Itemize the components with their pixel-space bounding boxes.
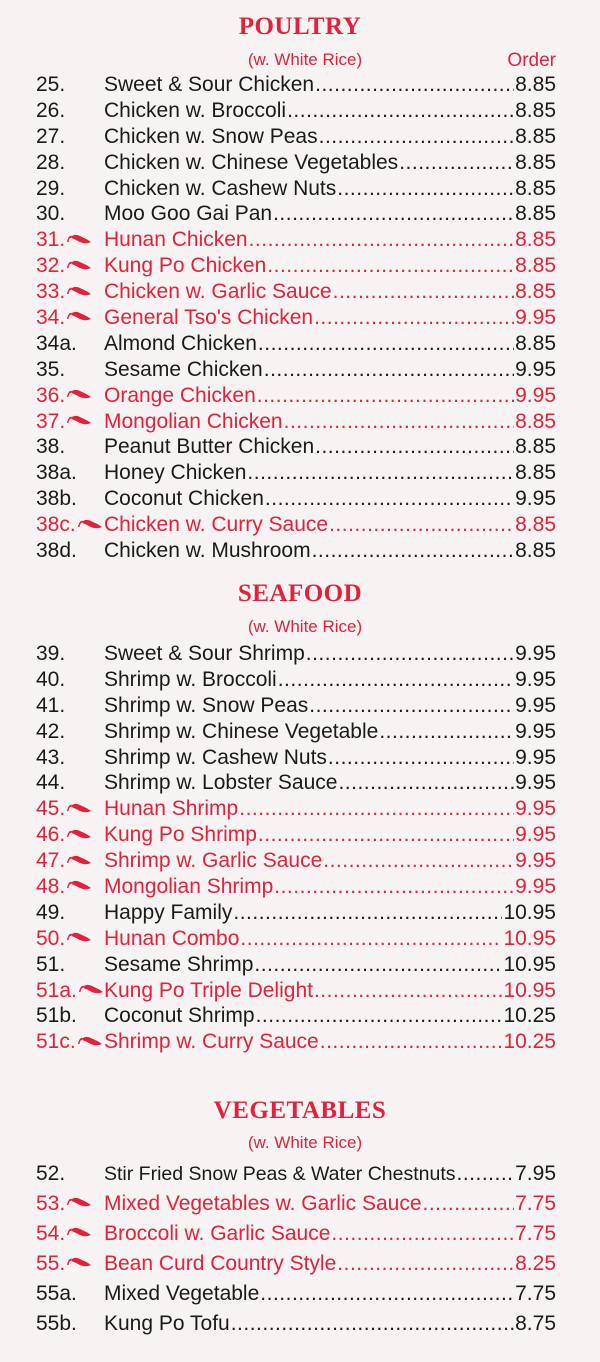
item-number-text: 39. — [36, 642, 66, 665]
dot-leader — [423, 1189, 515, 1219]
hot-pepper-icon — [66, 931, 92, 943]
menu-item-row — [0, 486, 600, 512]
item-name: Sesame Chicken — [104, 357, 263, 381]
item-number — [36, 512, 104, 538]
dot-leader — [333, 279, 515, 305]
menu-item-row — [0, 512, 600, 538]
menu-item-row — [0, 667, 600, 693]
dot-leader — [379, 719, 514, 745]
item-name: Kung Po Triple Delight — [104, 978, 313, 1002]
item-number — [36, 745, 104, 771]
dot-leader — [231, 1309, 514, 1339]
item-number — [36, 1159, 104, 1189]
menu-item-row — [0, 227, 600, 253]
item-name: Bean Curd Country Style — [104, 1252, 337, 1275]
item-number — [36, 331, 104, 357]
item-price: 10.95 — [503, 952, 556, 976]
dot-leader — [320, 1029, 503, 1055]
dot-leader — [323, 848, 514, 874]
item-price: 8.85 — [515, 176, 556, 200]
item-price: 10.25 — [503, 1030, 556, 1054]
vegetables-subtitle: (w. White Rice) — [247, 1133, 363, 1152]
item-name: Stir Fried Snow Peas & Water Chestnuts — [104, 1163, 456, 1185]
item-price: 8.75 — [515, 1312, 556, 1335]
item-price: 9.95 — [515, 823, 556, 847]
item-price: 8.85 — [515, 124, 556, 148]
item-number-text: 26. — [36, 98, 66, 122]
item-name: Coconut Shrimp — [104, 1004, 255, 1028]
item-number-text: 54. — [36, 1222, 66, 1245]
dot-leader — [314, 978, 502, 1004]
hot-pepper-icon — [78, 983, 104, 995]
dot-leader — [312, 538, 515, 564]
menu-item-row — [0, 98, 600, 124]
menu-item-row — [0, 770, 600, 796]
hot-pepper-icon — [66, 285, 92, 297]
item-name: General Tso's Chicken — [104, 306, 314, 330]
item-price: 9.95 — [515, 693, 556, 717]
item-number-text: 38d. — [36, 539, 77, 563]
menu-item-row — [0, 124, 600, 150]
item-number — [36, 770, 104, 796]
item-name: Happy Family — [104, 900, 233, 924]
vegetables-title: VEGETABLES — [213, 1097, 387, 1124]
item-number — [36, 460, 104, 486]
item-number-text: 55b. — [36, 1312, 77, 1335]
item-number — [36, 383, 104, 409]
menu-item-row — [0, 796, 600, 822]
menu-item-row — [0, 1003, 600, 1029]
dot-leader — [319, 124, 515, 150]
item-number-text: 45. — [36, 797, 66, 821]
dot-leader — [240, 926, 502, 952]
menu-item-row — [0, 926, 600, 952]
dot-leader — [331, 1219, 514, 1249]
item-price: 8.85 — [515, 409, 556, 433]
dot-leader — [267, 253, 514, 279]
item-number-text: 38b. — [36, 487, 77, 511]
item-name: Shrimp w. Garlic Sauce — [104, 849, 323, 873]
item-price: 8.85 — [515, 202, 556, 226]
item-name: Chicken w. Curry Sauce — [104, 513, 329, 537]
item-number-text: 35. — [36, 357, 66, 381]
menu-item-row — [0, 176, 600, 202]
item-name: Almond Chicken — [104, 331, 257, 355]
item-price: 8.85 — [515, 435, 556, 459]
item-price: 9.95 — [515, 797, 556, 821]
menu-item-row — [0, 434, 600, 460]
menu-item-row — [0, 848, 600, 874]
item-number — [36, 201, 104, 227]
menu-item-row — [0, 745, 600, 771]
item-number — [36, 409, 104, 435]
item-price: 8.85 — [515, 254, 556, 278]
menu-item-row — [0, 693, 600, 719]
item-number — [36, 719, 104, 745]
hot-pepper-icon — [66, 259, 92, 271]
item-price: 8.85 — [515, 513, 556, 537]
item-number — [36, 822, 104, 848]
menu-item-row — [0, 150, 600, 176]
item-number-text: 49. — [36, 900, 66, 924]
item-number — [36, 848, 104, 874]
dot-leader — [287, 98, 514, 124]
item-name: Hunan Combo — [104, 926, 240, 950]
item-number — [36, 305, 104, 331]
dot-leader — [309, 693, 514, 719]
dot-leader — [257, 383, 514, 409]
menu-item-row — [0, 409, 600, 435]
item-number — [36, 227, 104, 253]
item-price: 9.95 — [515, 306, 556, 330]
hot-pepper-icon — [66, 828, 92, 840]
item-number-text: 38. — [36, 435, 66, 459]
dot-leader — [254, 952, 502, 978]
hot-pepper-icon — [66, 1256, 92, 1268]
item-name: Mongolian Shrimp — [104, 875, 274, 899]
item-number-text: 55a. — [36, 1282, 77, 1305]
item-name: Chicken w. Mushroom — [104, 539, 311, 563]
menu-item-row — [0, 822, 600, 848]
item-number-text: 31. — [36, 228, 66, 252]
item-price: 9.95 — [515, 771, 556, 795]
menu-item-row — [0, 460, 600, 486]
item-name: Shrimp w. Cashew Nuts — [104, 745, 327, 769]
item-price: 9.95 — [515, 487, 556, 511]
item-price: 7.95 — [515, 1162, 556, 1185]
item-number — [36, 900, 104, 926]
item-price: 8.85 — [515, 150, 556, 174]
menu-item-row — [0, 900, 600, 926]
menu-item-row — [0, 383, 600, 409]
item-name: Chicken w. Cashew Nuts — [104, 176, 337, 200]
item-number-text: 29. — [36, 176, 66, 200]
hot-pepper-icon — [66, 1226, 92, 1238]
item-name: Sweet & Sour Shrimp — [104, 642, 305, 665]
item-number-text: 36. — [36, 383, 66, 407]
item-name: Chicken w. Chinese Vegetables — [104, 150, 399, 174]
item-number-text: 44. — [36, 771, 66, 795]
item-name: Kung Po Tofu — [104, 1312, 230, 1335]
dot-leader — [306, 641, 514, 667]
item-price: 7.75 — [515, 1222, 556, 1245]
dot-leader — [315, 434, 514, 460]
item-number — [36, 1003, 104, 1029]
item-number-text: 32. — [36, 254, 66, 278]
vegetables-item-list — [0, 1159, 600, 1339]
item-name: Sesame Shrimp — [104, 952, 254, 976]
item-number-text: 53. — [36, 1192, 66, 1215]
menu-item-row — [0, 201, 600, 227]
item-number — [36, 641, 104, 667]
menu-item-row — [0, 1249, 600, 1279]
item-number-text: 46. — [36, 823, 66, 847]
dot-leader — [265, 486, 514, 512]
item-number — [36, 1309, 104, 1339]
poultry-title: POULTRY — [238, 13, 362, 40]
dot-leader — [264, 357, 514, 383]
item-number — [36, 1249, 104, 1279]
item-price: 9.95 — [515, 642, 556, 665]
seafood-subtitle: (w. White Rice) — [247, 617, 363, 636]
item-price: 10.95 — [503, 926, 556, 950]
dot-leader — [338, 770, 514, 796]
item-name: Honey Chicken — [104, 461, 247, 485]
poultry-item-list — [0, 72, 600, 564]
item-name: Hunan Shrimp — [104, 797, 239, 821]
menu-item-row — [0, 1219, 600, 1249]
item-name: Orange Chicken — [104, 383, 256, 407]
item-number-text: 52. — [36, 1162, 66, 1185]
item-name: Chicken w. Broccoli — [104, 98, 287, 122]
item-number — [36, 796, 104, 822]
item-number — [36, 874, 104, 900]
menu-item-row — [0, 305, 600, 331]
item-number — [36, 693, 104, 719]
item-number-text: 42. — [36, 719, 66, 743]
menu-item-row — [0, 719, 600, 745]
item-name: Mongolian Chicken — [104, 409, 283, 433]
item-number-text: 34. — [36, 306, 66, 330]
item-number — [36, 176, 104, 202]
item-number-text: 38c. — [36, 513, 76, 537]
dot-leader — [329, 512, 514, 538]
item-number — [36, 1189, 104, 1219]
item-number — [36, 1279, 104, 1309]
hot-pepper-icon — [77, 518, 103, 530]
item-number-text: 43. — [36, 745, 66, 769]
item-price: 8.85 — [515, 461, 556, 485]
dot-leader — [258, 822, 514, 848]
item-name: Moo Goo Gai Pan — [104, 202, 273, 226]
hot-pepper-icon — [77, 1035, 103, 1047]
menu-item-row — [0, 1159, 600, 1189]
menu-item-row — [0, 1189, 600, 1219]
hot-pepper-icon — [66, 1196, 92, 1208]
item-price: 9.95 — [515, 875, 556, 899]
menu-item-row — [0, 952, 600, 978]
item-name: Broccoli w. Garlic Sauce — [104, 1222, 331, 1245]
item-number-text: 34a. — [36, 331, 77, 355]
item-number-text: 38a. — [36, 461, 77, 485]
dot-leader — [399, 150, 514, 176]
item-number — [36, 72, 104, 98]
item-number-text: 51. — [36, 952, 66, 976]
item-price: 9.95 — [515, 357, 556, 381]
item-number-text: 51a. — [36, 978, 77, 1002]
item-price: 9.95 — [515, 849, 556, 873]
dot-leader — [328, 745, 514, 771]
item-number — [36, 538, 104, 564]
item-price: 8.85 — [515, 73, 556, 96]
menu-item-row — [0, 978, 600, 1004]
item-number-text: 55. — [36, 1252, 66, 1275]
menu-item-row — [0, 72, 600, 98]
dot-leader — [314, 305, 514, 331]
item-name: Shrimp w. Curry Sauce — [104, 1030, 319, 1054]
poultry-subtitle: (w. White Rice) — [247, 50, 363, 69]
item-number-text: 51b. — [36, 1004, 77, 1028]
menu-item-row — [0, 253, 600, 279]
item-price: 10.95 — [503, 978, 556, 1002]
seafood-title: SEAFOOD — [237, 580, 363, 607]
item-name: Shrimp w. Snow Peas — [104, 693, 309, 717]
item-price: 8.85 — [515, 539, 556, 563]
dot-leader — [256, 1003, 503, 1029]
hot-pepper-icon — [66, 414, 92, 426]
item-number-text: 48. — [36, 875, 66, 899]
item-name: Mixed Vegetables w. Garlic Sauce — [104, 1192, 422, 1215]
item-name: Shrimp w. Lobster Sauce — [104, 771, 338, 795]
item-number-text: 37. — [36, 409, 66, 433]
dot-leader — [273, 201, 514, 227]
seafood-item-list — [0, 641, 600, 1055]
item-number — [36, 124, 104, 150]
item-price: 7.75 — [515, 1282, 556, 1305]
item-price: 7.75 — [515, 1192, 556, 1215]
hot-pepper-icon — [66, 310, 92, 322]
item-number-text: 50. — [36, 926, 66, 950]
item-price: 9.95 — [515, 667, 556, 691]
item-name: Chicken w. Snow Peas — [104, 124, 318, 148]
item-price: 10.25 — [503, 1004, 556, 1028]
dot-leader — [258, 331, 514, 357]
item-name: Kung Po Chicken — [104, 254, 267, 278]
menu-item-row — [0, 874, 600, 900]
item-name: Kung Po Shrimp — [104, 823, 257, 847]
item-number-text: 41. — [36, 693, 66, 717]
menu-item-row — [0, 538, 600, 564]
item-name: Chicken w. Garlic Sauce — [104, 280, 332, 304]
dot-leader — [247, 460, 514, 486]
item-number — [36, 926, 104, 952]
menu-item-row — [0, 331, 600, 357]
dot-leader — [233, 900, 502, 926]
hot-pepper-icon — [66, 233, 92, 245]
item-number — [36, 279, 104, 305]
item-number-text: 28. — [36, 150, 66, 174]
item-number-text: 40. — [36, 667, 66, 691]
hot-pepper-icon — [66, 388, 92, 400]
item-name: Sweet & Sour Chicken — [104, 73, 315, 96]
dot-leader — [278, 667, 514, 693]
item-name: Peanut Butter Chicken — [104, 435, 315, 459]
hot-pepper-icon — [66, 879, 92, 891]
item-number — [36, 486, 104, 512]
item-number — [36, 253, 104, 279]
item-number-text: 47. — [36, 849, 66, 873]
item-price: 8.85 — [515, 331, 556, 355]
item-price: 9.95 — [515, 719, 556, 743]
item-number-text: 25. — [36, 73, 66, 96]
dot-leader — [337, 1249, 514, 1279]
dot-leader — [337, 176, 514, 202]
item-price: 8.85 — [515, 98, 556, 122]
item-number — [36, 1219, 104, 1249]
item-price: 8.25 — [515, 1252, 556, 1275]
menu-item-row — [0, 641, 600, 667]
item-number — [36, 357, 104, 383]
hot-pepper-icon — [66, 802, 92, 814]
menu-item-row — [0, 279, 600, 305]
item-number-text: 51c. — [36, 1030, 76, 1054]
item-name: Shrimp w. Chinese Vegetable — [104, 719, 379, 743]
item-name: Hunan Chicken — [104, 228, 248, 252]
dot-leader — [457, 1159, 515, 1189]
dot-leader — [249, 227, 515, 253]
item-name: Coconut Chicken — [104, 487, 264, 511]
menu-item-row — [0, 1309, 600, 1339]
item-number — [36, 434, 104, 460]
dot-leader — [315, 72, 514, 98]
item-number-text: 30. — [36, 202, 66, 226]
order-column-header: Order — [507, 50, 556, 71]
item-number-text: 33. — [36, 280, 66, 304]
item-number — [36, 667, 104, 693]
item-price: 9.95 — [515, 383, 556, 407]
menu-item-row — [0, 1279, 600, 1309]
item-number-text: 27. — [36, 124, 66, 148]
menu-item-row — [0, 357, 600, 383]
item-number — [36, 98, 104, 124]
item-price: 9.95 — [515, 745, 556, 769]
item-number — [36, 150, 104, 176]
dot-leader — [284, 409, 515, 435]
item-number — [36, 952, 104, 978]
dot-leader — [239, 796, 514, 822]
hot-pepper-icon — [66, 854, 92, 866]
menu-item-row — [0, 1029, 600, 1055]
item-price: 8.85 — [515, 228, 556, 252]
dot-leader — [260, 1279, 514, 1309]
dot-leader — [274, 874, 514, 900]
item-number — [36, 978, 104, 1004]
item-price: 8.85 — [515, 280, 556, 304]
item-name: Shrimp w. Broccoli — [104, 667, 277, 691]
item-name: Mixed Vegetable — [104, 1282, 260, 1305]
item-price: 10.95 — [503, 900, 556, 924]
item-number — [36, 1029, 104, 1055]
